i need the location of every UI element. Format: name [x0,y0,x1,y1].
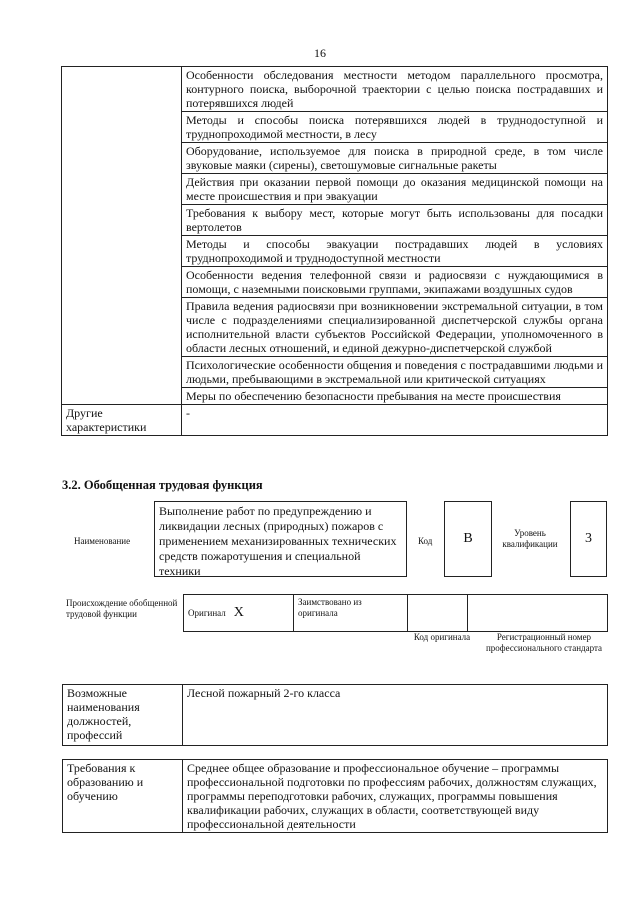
positions-value: Лесной пожарный 2-го класса [183,685,608,746]
table-row [63,685,608,746]
positions-label: Возможные наименования должностей, профессий [63,685,183,746]
reg-caption: Регистрационный номер профессионального стандарта [485,632,603,653]
page-number: 16 [314,46,326,60]
knowledge-item: Особенности обследования местности методом параллельного просмотра, контурного поиска, выборочной траектории с целью поиска пострадавших и потерявшихся людей [182,67,608,112]
name-label: Наименование [74,536,131,546]
code-value: В [463,531,473,546]
knowledge-item: Психологические особенности общения и поведения с пострадавшими людьми и людьми, пребывающими в экстремальной или критической ситуациях [182,357,608,388]
other-characteristics-label: Другие характеристики [62,405,182,436]
table-row [184,595,608,632]
knowledge-table [61,66,608,436]
borrowed-label: Заимствовано из оригинала [294,595,408,632]
original-cell [184,595,294,632]
code-box [444,501,492,577]
registration-number-cell [468,595,608,632]
knowledge-label-cell [62,67,182,405]
knowledge-item: Методы и способы эвакуации пострадавших людей в условиях труднопроходимой и труднодоступной местности [182,236,608,267]
original-label: Оригинал [188,608,226,618]
knowledge-item: Правила ведения радиосвязи при возникновении экстремальной ситуации, в том числе с подразделениями специализированной диспетчерской службы органа исполнительной власти субъектов Российской Федерации, уполномоченного в области лесных отношений, и единой дежурно-диспетчерской службой [182,298,608,357]
knowledge-item: Требования к выбору мест, которые могут быть использованы для посадки вертолетов [182,205,608,236]
origin-label: Происхождение обобщенной трудовой функции [66,598,178,619]
table-row [62,405,608,436]
original-mark: Х [233,605,244,620]
level-label: Уровень квалификации [502,528,558,549]
knowledge-item: Оборудование, используемое для поиска в природной среде, в том числе звуковые маяки (сирены), светошумовые сигнальные ракеты [182,143,608,174]
code-label: Код [418,536,433,546]
knowledge-item: Методы и способы поиска потерявшихся людей в труднодоступной и труднопроходимой местности, в лесу [182,112,608,143]
education-label: Требования к образованию и обучению [63,760,183,833]
original-code-cell [408,595,468,632]
function-name-box: Выполнение работ по предупреждению и ликвидации лесных (природных) пожаров с применением механизированных технических средств пожаротушения и специальной техники [154,501,407,577]
table-row [62,67,608,112]
knowledge-item: Действия при оказании первой помощи до оказания медицинской помощи на месте происшествия и при эвакуации [182,174,608,205]
knowledge-item: Меры по обеспечению безопасности пребывания на месте происшествия [182,388,608,405]
positions-table [62,684,608,746]
code-caption: Код оригинала [413,632,471,642]
table-row [63,760,608,833]
origin-table [183,594,608,632]
level-box [570,501,607,577]
education-table [62,759,608,833]
other-characteristics-value: - [182,405,608,436]
section-heading: 3.2. Обобщенная трудовая функция [62,478,263,492]
knowledge-item: Особенности ведения телефонной связи и радиосвязи с нуждающимися в помощи, с наземными поисковыми группами, экипажами воздушных судов [182,267,608,298]
education-value: Среднее общее образование и профессиональное обучение – программы профессиональной подготовки по профессиям рабочих, должностям служащих, программы переподготовки рабочих, служащих, программы повышения квалификации рабочих, служащих в области, соответствующей виду профессиональной деятельности [183,760,608,833]
level-value: 3 [585,531,592,546]
